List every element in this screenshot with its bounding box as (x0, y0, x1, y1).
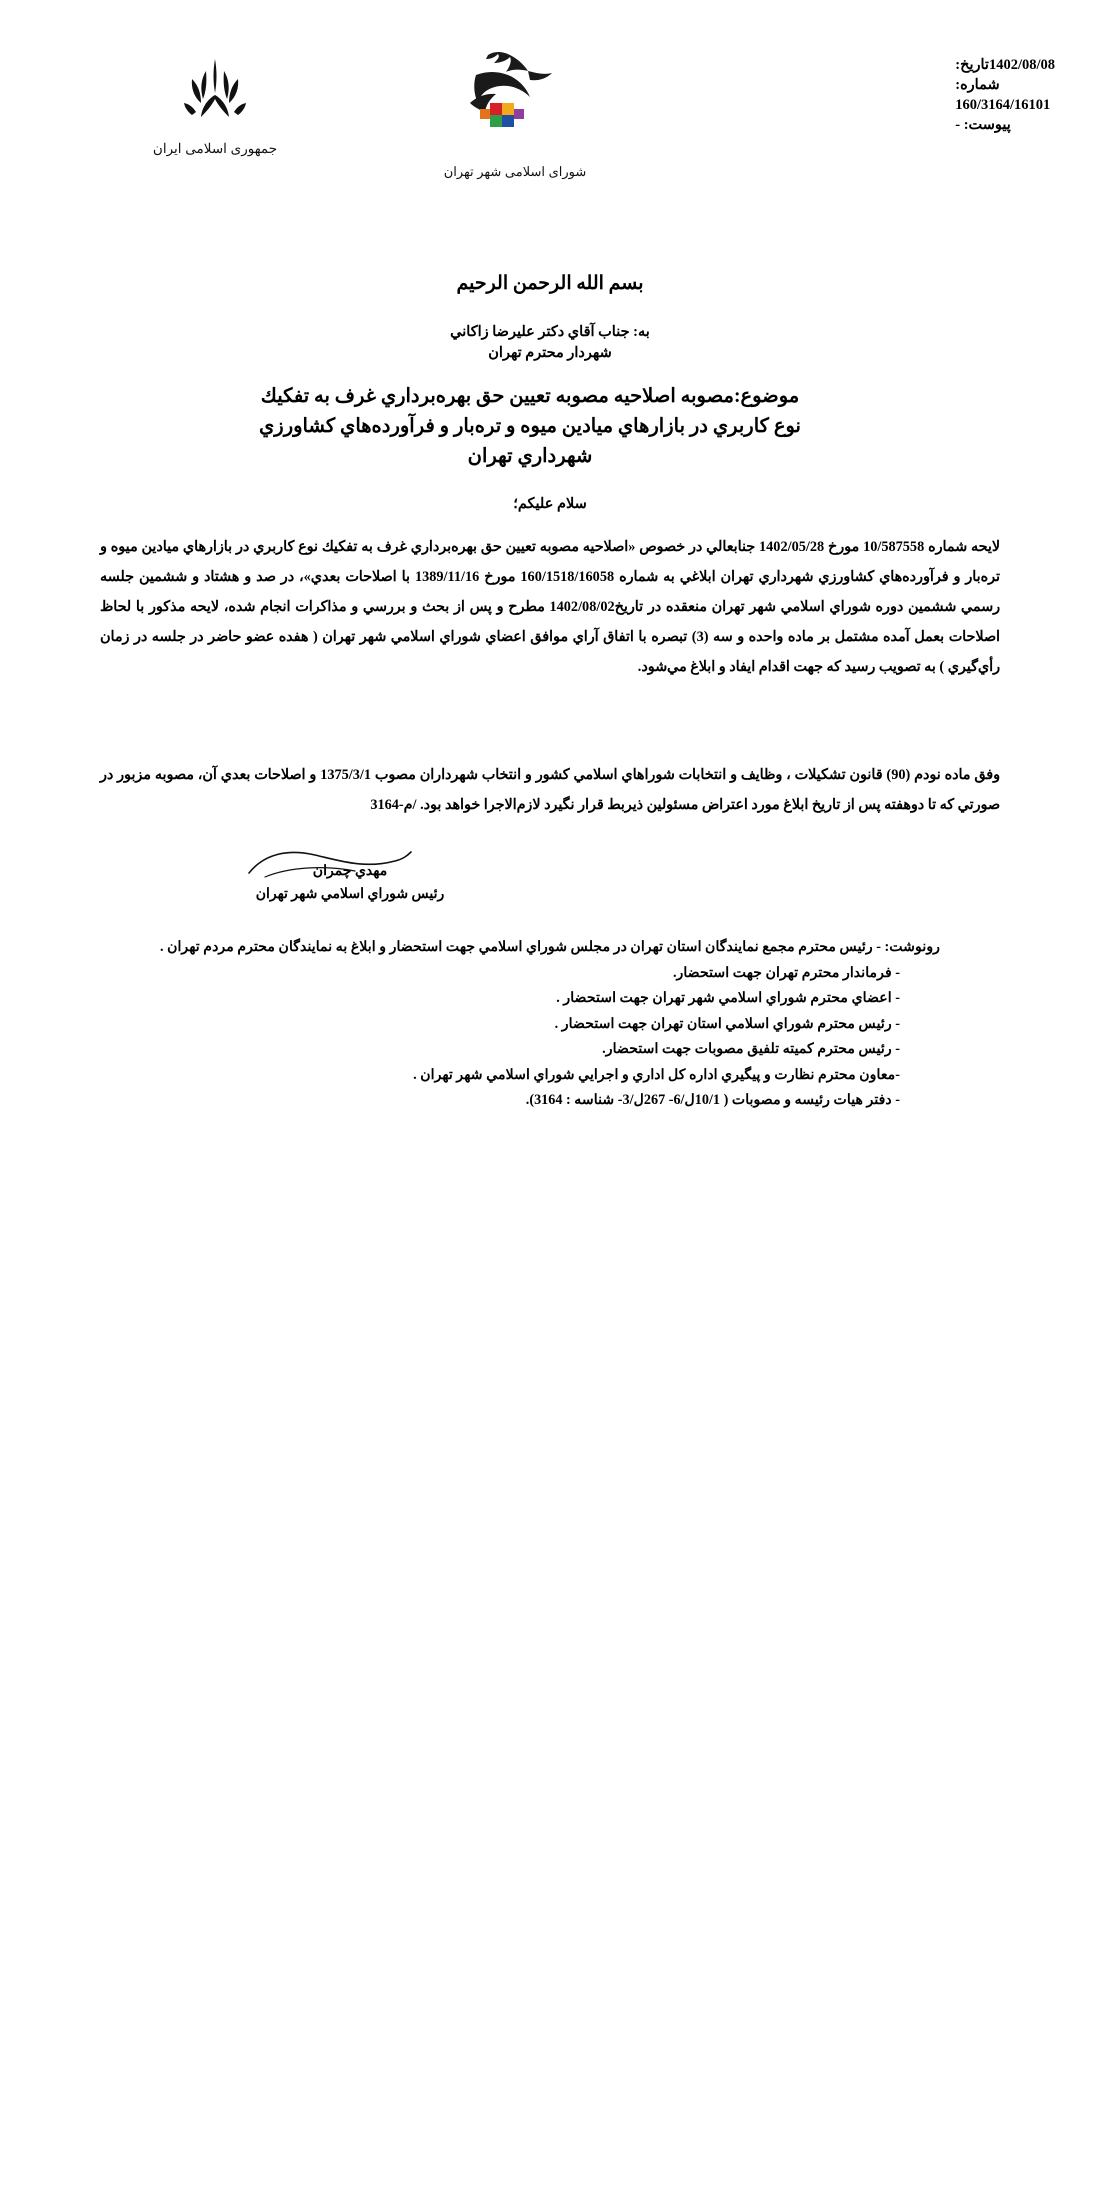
iran-emblem-icon (176, 55, 254, 127)
attachment-row (955, 115, 1055, 135)
cc-list (120, 935, 980, 1114)
date-value: 1402/08/08 (988, 57, 1055, 73)
signatory-title: رئيس شوراي اسلامي شهر تهران (255, 887, 445, 902)
basmala-line: بسم الله الرحمن الرحيم (456, 273, 644, 294)
salutation: سلام عليكم؛ (513, 496, 587, 512)
list-item: - رئيس محترم شوراي اسلامي استان تهران جهت استحضار . (554, 1015, 900, 1032)
cc-heading: رونوشت: - رئيس محترم مجمع نمايندگان استان تهران در مجلس شوراي اسلامي جهت استحضار و ابلاغ به نمايندگان محترم مردم تهران . (159, 939, 941, 955)
handwritten-signature-icon (245, 847, 415, 881)
header-meta-block (955, 55, 1055, 135)
national-emblem-caption: جمهوری اسلامی ایران (152, 141, 278, 156)
signatory-name: مهدي چمران (312, 864, 388, 879)
list-item: - اعضاي محترم شوراي اسلامي شهر تهران جهت استحضار . (556, 990, 900, 1006)
number-value: 160/3164/16101 (955, 97, 1051, 113)
list-item: - دفتر هيات رئيسه و مصوبات ( 10/1ل/6- 267ل/3- شناسه : 3164). (525, 1092, 900, 1108)
date-label: تاريخ: (955, 57, 989, 73)
body-paragraph-1: لايحه شماره 10/587558 مورخ 1402/05/28 جنابعالي در خصوص «اصلاحيه مصوبه تعيين حق بهره‌برداري غرف به تفكيك نوع كاربري در بازارهاي ميادين ميوه و تره‌بار و فرآورده‌هاي كشاورزي شهرداري تهران ابلاغي به شماره 160/1518/16058 مورخ 1389/11/16 با اصلاحات بعدي»، در صد و هشتاد و ششمين جلسه رسمي ششمين دوره شوراي اسلامي شهر تهران منعقده در تاريخ1402/08/02 مطرح و پس از بحث و بررسي و مذاكرات انجام شده، لايحه مذكور با لحاظ اصلاحات بعمل آمده مشتمل بر ماده واحده و سه (3) تبصره با اتفاق آراي موافق اعضاي شوراي اسلامي شهر تهران ( هفده عضو حاضر در جلسه در زمان رأي‌گيري ) به تصويب رسيد كه جهت اقدام ايفاد و ابلاغ مي‌شود. (100, 539, 1000, 675)
addressee-block (0, 322, 1100, 364)
number-row (955, 75, 1055, 95)
national-emblem-block (120, 55, 310, 157)
signatory-name-wrap (303, 863, 397, 884)
document-header (0, 55, 1100, 195)
body-paragraph-2: وفق ماده نودم (90) قانون تشکیلات ، وظايف و انتخابات شوراهاي اسلامي كشور و انتخاب شهرداران مصوب 1375/3/1 و اصلاحات بعدي آن، مصوبه مزبور در صورتي كه تا دوهفته پس از تاريخ ابلاغ مورد اعتراض مسئولين ذيربط قرار نگيرد لازم‌الاجرا خواهد بود. /م-3164 (100, 767, 1000, 813)
council-logo-block (400, 45, 630, 180)
attachment-value: - (955, 117, 961, 133)
list-item: -معاون محترم نظارت و پيگيري اداره كل اداري و اجرايي شوراي اسلامي شهر تهران . (413, 1066, 900, 1083)
list-item: - فرماندار محترم تهران جهت استحضار. (672, 964, 900, 981)
date-row (955, 55, 1055, 75)
council-logo-caption: شورای اسلامی شهر تهران (443, 164, 587, 179)
number-label: شماره: (955, 77, 1000, 93)
attachment-label: پيوست: (963, 117, 1011, 133)
number-value-row (955, 95, 1055, 115)
addressee-line-1: به: جناب آقاي دکتر عليرضا زاکاني (450, 324, 650, 340)
list-item: - رئيس محترم كميته تلفيق مصوبات جهت استحضار. (602, 1041, 900, 1057)
signature-block (200, 862, 500, 903)
addressee-line-2: شهردار محترم تهران (488, 345, 612, 361)
tehran-council-logo-icon (440, 45, 590, 153)
subject-line: موضوع:مصوبه اصلاحيه مصوبه تعيين حق بهره‌برداري غرف به تفكيك نوع كاربري در بازارهاي ميادين ميوه و تره‌بار و فرآورده‌هاي كشاورزي شهرداري تهران (259, 386, 801, 467)
